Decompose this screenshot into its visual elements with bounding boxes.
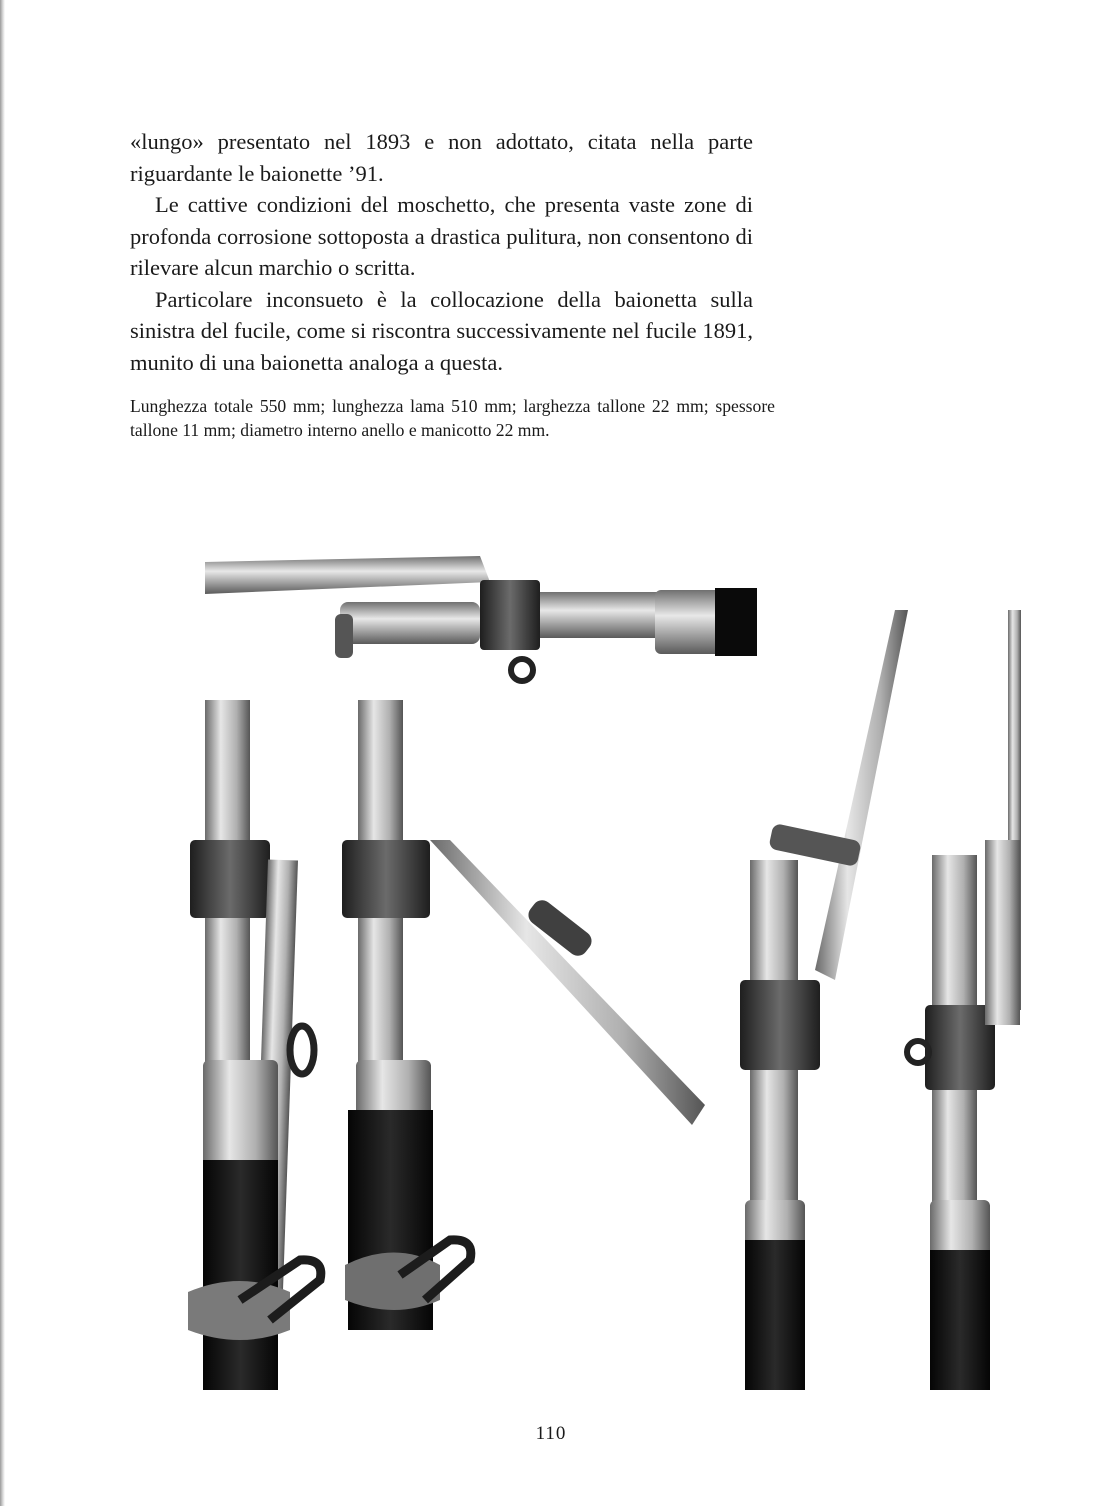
paragraph-2: Le cattive condizioni del moschetto, che presenta vaste zone di profonda corrosione sottoposta a drastica pulitura, non consentono di rilevare alcun marchio o scritta. (130, 192, 753, 280)
photo-bayonet-upright (907, 610, 1021, 1390)
measurements-caption: Lunghezza totale 550 mm; lunghezza lama 510 mm; larghezza tallone 22 mm; spessore tallone 11 mm; diametro interno anello e manicotto 22 mm. (130, 396, 775, 440)
paragraph-3: Particolare inconsueto è la collocazione della baionetta sulla sinistra del fucile, come si riscontra successivamente nel fucile 1891, munito di una baionetta analoga a questa. (130, 286, 753, 375)
photo-bayonet-rising (740, 610, 908, 1390)
paragraph-1: «lungo» presentato nel 1893 e non adottato, citata nella parte riguardante le baionette ’91. (130, 129, 753, 186)
photo-bayonet-swinging (342, 700, 705, 1330)
photo-top-horizontal (205, 556, 757, 681)
photo-bayonet-folded (188, 700, 321, 1390)
page-number: 110 (535, 1423, 567, 1444)
bayonet-photographs (0, 540, 1102, 1390)
body-text (130, 126, 753, 378)
